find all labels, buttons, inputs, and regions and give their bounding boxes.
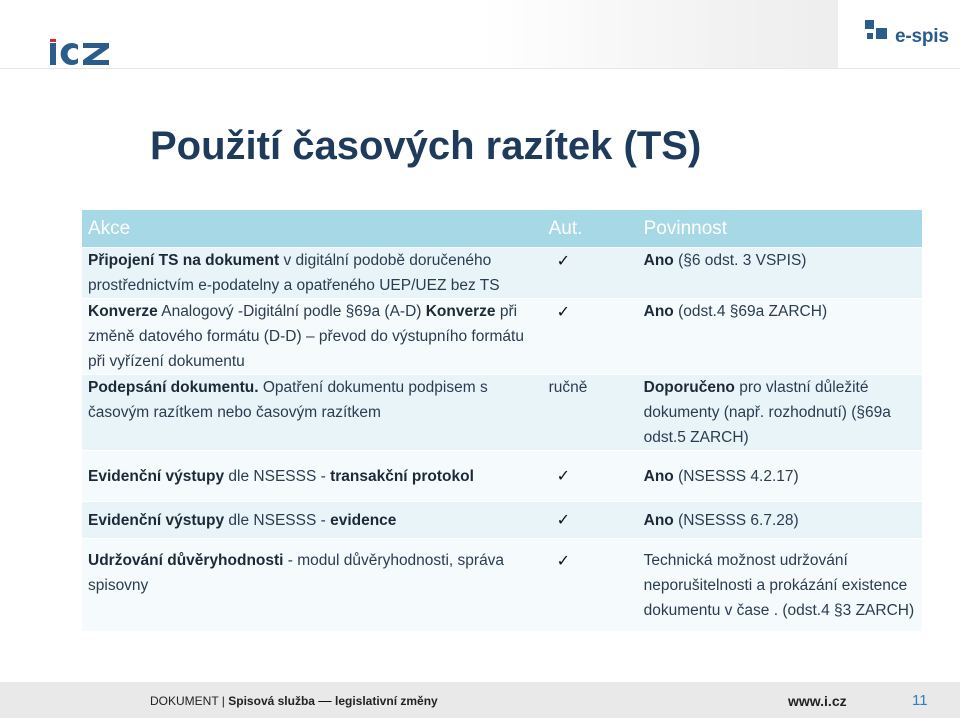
footer-bar [0, 682, 960, 718]
check-icon: ✓ [556, 302, 571, 321]
slide-title: Použití časových razítek (TS) [150, 124, 702, 168]
cell-duty: Technická možnost udržování neporušitelnosti a prokázání existence dokumentu v čase . (odst.4 §3 ZARCH) [638, 539, 922, 632]
cell-auto [543, 502, 638, 539]
table-header-row [82, 210, 922, 248]
check-icon: ✓ [556, 510, 571, 529]
cell-duty: Ano (§6 odst. 3 VSPIS) [638, 248, 922, 299]
cell-duty: Doporučeno pro vlastní důležité dokumenty (např. rozhodnutí) (§69a odst.5 ZARCH) [638, 375, 922, 451]
header-duty: Povinnost [638, 210, 922, 248]
check-icon: ✓ [556, 251, 571, 270]
manual-label: ručně [548, 379, 588, 396]
check-icon: ✓ [556, 551, 571, 570]
cell-action: Udržování důvěryhodnosti - modul důvěryhodnosti, správa spisovny [82, 539, 543, 632]
cell-auto [543, 375, 638, 451]
cell-duty: Ano (NSESSS 4.2.17) [638, 451, 922, 502]
cell-auto [543, 248, 638, 299]
table-row [82, 299, 922, 375]
cell-duty: Ano (odst.4 §69a ZARCH) [638, 299, 922, 375]
header-auto: Aut. [543, 210, 638, 248]
footer-caption: DOKUMENT | Spisová služba legislativní změny [150, 694, 438, 708]
cell-auto [543, 539, 638, 632]
ts-usage-table [82, 210, 922, 631]
cell-action: Evidenční výstupy dle NSESSS - evidence [82, 502, 543, 539]
top-bar-divider [0, 68, 960, 69]
cell-duty: Ano (NSESSS 6.7.28) [638, 502, 922, 539]
cell-action: Připojení TS na dokument v digitální podobě doručeného prostřednictvím e-podatelny a opatřeného UEP/UEZ bez TS [82, 248, 543, 299]
cell-auto [543, 299, 638, 375]
page-number: 11 [912, 692, 928, 709]
header-action: Akce [82, 210, 543, 248]
cell-action: Konverze Analogový -Digitální podle §69a (A-D) Konverze při změně datového formátu (D-D) – převod do výstupního formátu při vyřízení dokumentu [82, 299, 543, 375]
top-bar [0, 0, 960, 68]
cell-action: Podepsání dokumentu. Opatření dokumentu podpisem s časovým razítkem nebo časovým razítkem [82, 375, 543, 451]
espis-logo-mark [865, 20, 889, 44]
table-row [82, 539, 922, 632]
top-bar-gradient [0, 0, 960, 68]
footer-dash [318, 694, 331, 708]
icz-logo [50, 39, 110, 65]
table-row [82, 451, 922, 502]
cell-action: Evidenční výstupy dle NSESSS - transakční protokol [82, 451, 543, 502]
table-row [82, 502, 922, 539]
footer-website: www.i.cz [788, 693, 847, 709]
cell-auto [543, 451, 638, 502]
table-row [82, 375, 922, 451]
espis-logo-text: e-spis [895, 26, 949, 47]
check-icon: ✓ [556, 466, 571, 485]
table-row [82, 248, 922, 299]
